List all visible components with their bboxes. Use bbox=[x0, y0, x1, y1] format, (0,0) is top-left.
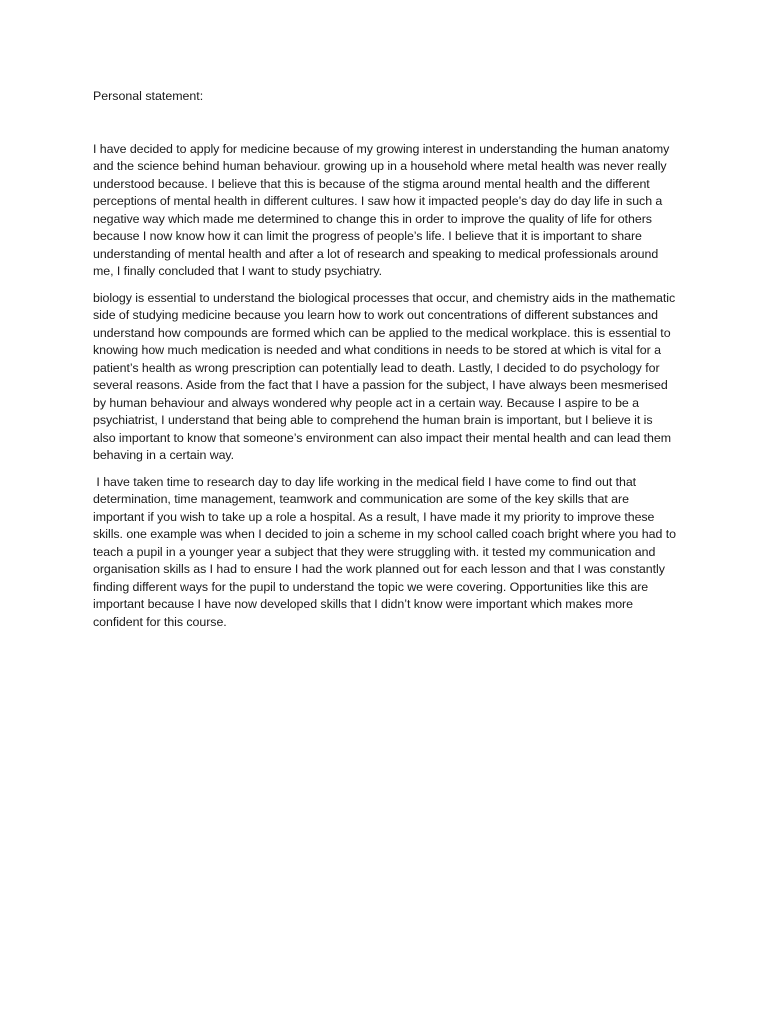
paragraph-motivation: I have decided to apply for medicine because of my growing interest in understanding the human anatomy and the science behind human behaviour. growing up in a household where metal health was never really understood because. I believe that this is because of the stigma around mental health and the different perceptions of mental health in different cultures. I saw how it impacted people’s day do day life in such a negative way which made me determined to change this in order to improve the quality of life for others because I now know how it can limit the progress of people’s life. I believe that it is important to share understanding of mental health and after a lot of research and speaking to medical professionals around me, I finally concluded that I want to study psychiatry. bbox=[93, 141, 670, 278]
heading-spacer bbox=[93, 106, 678, 141]
paragraph-subjects: biology is essential to understand the biological processes that occur, and chemistry aids in the mathematic side of studying medicine because you learn how to work out concentrations of different substances and understand how compounds are formed which can be applied to the medical workplace. this is essential to knowing how much medication is needed and what conditions in needs to be stored at which is vital for a patient’s health as wrong prescription can potentially lead to death. Lastly, I decided to do psychology for several reasons. Aside from the fact that I have a passion for the subject, I have always been mesmerised by human behaviour and always wondered why people act in a certain way. Because I aspire to be a psychiatrist, I understand that being able to comprehend the human brain is important, but I believe it is also important to know that someone’s environment can also impact their mental health and can lead them behaving in a certain way. bbox=[93, 290, 676, 462]
document-body bbox=[93, 88, 678, 640]
paragraph-skills: I have taken time to research day to day life working in the medical field I have come to find out that determination, time management, teamwork and communication are some of the key skills that are important if you wish to take up a role a hospital. As a result, I have made it my priority to improve these skills. one example was when I decided to join a scheme in my school called coach bright where you had to teach a pupil in a younger year a subject that they were struggling with. it tested my communication and organisation skills as I had to ensure I had the work planned out for each lesson and that I was constantly finding different ways for the pupil to understand the topic we were covering. Opportunities like this are important because I have now developed skills that I didn’t know were important which makes more confident for this course. bbox=[93, 474, 680, 629]
document-heading: Personal statement: bbox=[93, 89, 204, 103]
